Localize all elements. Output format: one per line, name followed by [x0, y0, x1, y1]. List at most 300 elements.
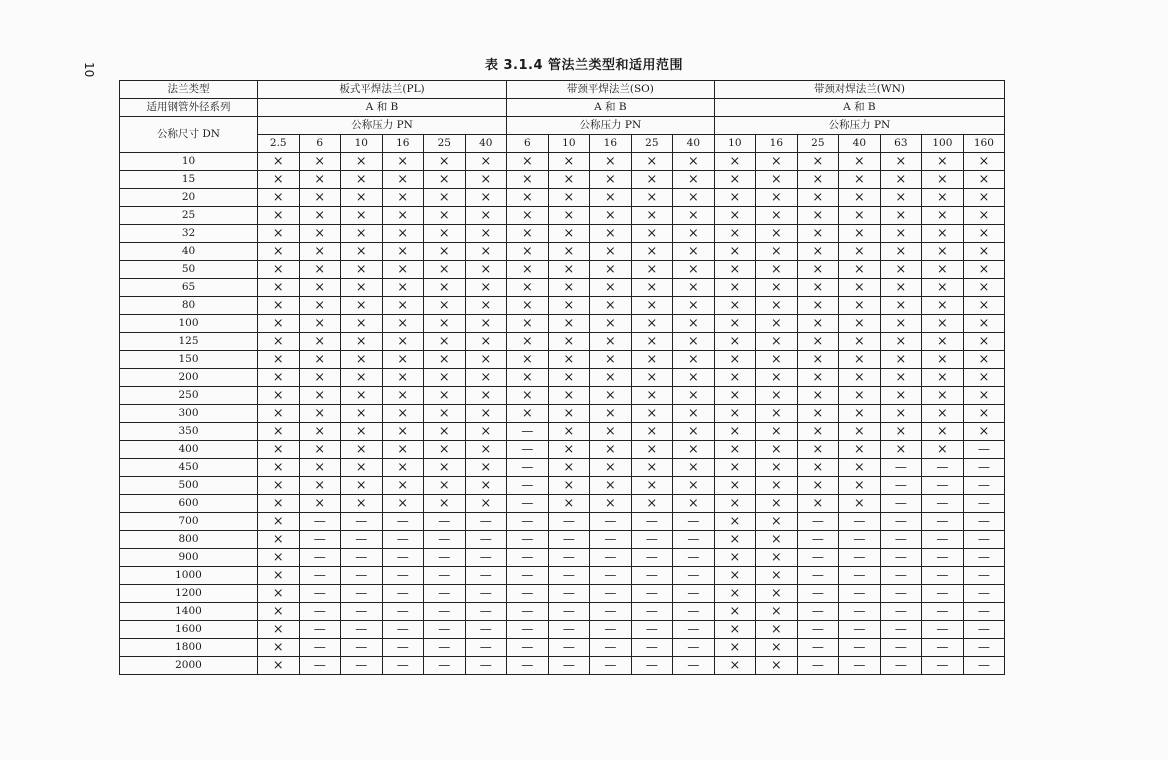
applicable-mark: × — [382, 495, 424, 513]
applicable-mark: × — [673, 279, 715, 297]
applicable-mark: × — [839, 423, 881, 441]
applicable-mark: × — [963, 171, 1005, 189]
applicable-mark: × — [424, 315, 466, 333]
applicable-mark: × — [465, 369, 507, 387]
applicable-mark: × — [341, 477, 383, 495]
applicable-mark: × — [299, 261, 341, 279]
applicable-mark: × — [382, 279, 424, 297]
dn-cell: 350 — [120, 423, 258, 441]
not-applicable-mark: — — [631, 567, 673, 585]
applicable-mark: × — [631, 369, 673, 387]
applicable-mark: × — [299, 459, 341, 477]
applicable-mark: × — [880, 243, 922, 261]
applicable-mark: × — [590, 333, 632, 351]
dn-cell: 10 — [120, 153, 258, 171]
applicable-mark: × — [880, 153, 922, 171]
applicable-mark: × — [382, 261, 424, 279]
applicable-mark: × — [880, 207, 922, 225]
applicable-mark: × — [714, 459, 756, 477]
applicable-mark: × — [631, 387, 673, 405]
applicable-mark: × — [797, 441, 839, 459]
applicable-mark: × — [922, 441, 964, 459]
applicable-mark: × — [756, 297, 798, 315]
applicable-mark: × — [922, 297, 964, 315]
not-applicable-mark: — — [548, 567, 590, 585]
applicable-mark: × — [922, 225, 964, 243]
not-applicable-mark: — — [548, 585, 590, 603]
dn-cell: 32 — [120, 225, 258, 243]
applicable-mark: × — [590, 207, 632, 225]
applicable-mark: × — [714, 387, 756, 405]
not-applicable-mark: — — [673, 621, 715, 639]
not-applicable-mark: — — [963, 477, 1005, 495]
applicable-mark: × — [756, 225, 798, 243]
not-applicable-mark: — — [673, 603, 715, 621]
applicable-mark: × — [673, 477, 715, 495]
not-applicable-mark: — — [922, 513, 964, 531]
applicable-mark: × — [258, 567, 300, 585]
applicable-mark: × — [424, 351, 466, 369]
applicable-mark: × — [424, 441, 466, 459]
applicable-mark: × — [258, 225, 300, 243]
not-applicable-mark: — — [797, 639, 839, 657]
applicable-mark: × — [548, 387, 590, 405]
applicable-mark: × — [424, 459, 466, 477]
applicable-mark: × — [548, 423, 590, 441]
not-applicable-mark: — — [424, 585, 466, 603]
applicable-mark: × — [424, 261, 466, 279]
not-applicable-mark: — — [839, 585, 881, 603]
applicable-mark: × — [714, 171, 756, 189]
applicable-mark: × — [922, 369, 964, 387]
applicable-mark: × — [465, 351, 507, 369]
not-applicable-mark: — — [590, 657, 632, 675]
applicable-mark: × — [590, 387, 632, 405]
applicable-mark: × — [756, 153, 798, 171]
applicable-mark: × — [880, 315, 922, 333]
applicable-mark: × — [548, 351, 590, 369]
applicable-mark: × — [714, 423, 756, 441]
applicable-mark: × — [299, 207, 341, 225]
table-row — [120, 351, 1005, 369]
table-row — [120, 279, 1005, 297]
not-applicable-mark: — — [963, 639, 1005, 657]
applicable-mark: × — [465, 225, 507, 243]
applicable-mark: × — [258, 405, 300, 423]
applicable-mark: × — [756, 315, 798, 333]
applicable-mark: × — [341, 297, 383, 315]
applicable-mark: × — [341, 153, 383, 171]
not-applicable-mark: — — [341, 657, 383, 675]
dn-cell: 200 — [120, 369, 258, 387]
applicable-mark: × — [839, 243, 881, 261]
not-applicable-mark: — — [465, 567, 507, 585]
applicable-mark: × — [299, 279, 341, 297]
applicable-mark: × — [382, 387, 424, 405]
applicable-mark: × — [631, 405, 673, 423]
not-applicable-mark: — — [631, 531, 673, 549]
pn-header-cell: 160 — [963, 135, 1005, 153]
table-row — [120, 603, 1005, 621]
not-applicable-mark: — — [465, 639, 507, 657]
applicable-mark: × — [341, 351, 383, 369]
applicable-mark: × — [341, 225, 383, 243]
not-applicable-mark: — — [673, 585, 715, 603]
applicable-mark: × — [880, 279, 922, 297]
applicable-mark: × — [382, 189, 424, 207]
applicable-mark: × — [714, 225, 756, 243]
not-applicable-mark: — — [839, 621, 881, 639]
applicable-mark: × — [714, 639, 756, 657]
applicable-mark: × — [258, 531, 300, 549]
applicable-mark: × — [258, 261, 300, 279]
applicable-mark: × — [714, 567, 756, 585]
applicable-mark: × — [631, 333, 673, 351]
applicable-mark: × — [465, 477, 507, 495]
applicable-mark: × — [382, 405, 424, 423]
applicable-mark: × — [714, 351, 756, 369]
pn-header-cell: 40 — [673, 135, 715, 153]
not-applicable-mark: — — [922, 459, 964, 477]
applicable-mark: × — [424, 225, 466, 243]
applicable-mark: × — [299, 333, 341, 351]
group-wn-series: A 和 B — [714, 99, 1005, 117]
pn-header-cell: 40 — [465, 135, 507, 153]
applicable-mark: × — [382, 459, 424, 477]
not-applicable-mark: — — [963, 459, 1005, 477]
not-applicable-mark: — — [880, 585, 922, 603]
applicable-mark: × — [880, 225, 922, 243]
applicable-mark: × — [631, 315, 673, 333]
applicable-mark: × — [756, 279, 798, 297]
not-applicable-mark: — — [424, 531, 466, 549]
applicable-mark: × — [756, 171, 798, 189]
applicable-mark: × — [673, 369, 715, 387]
applicable-mark: × — [424, 369, 466, 387]
applicable-mark: × — [341, 495, 383, 513]
applicable-mark: × — [465, 189, 507, 207]
not-applicable-mark: — — [922, 567, 964, 585]
table-row — [120, 225, 1005, 243]
group-pl-pressure: 公称压力 PN — [258, 117, 507, 135]
group-pl-series: A 和 B — [258, 99, 507, 117]
not-applicable-mark: — — [507, 639, 549, 657]
applicable-mark: × — [548, 279, 590, 297]
applicable-mark: × — [341, 189, 383, 207]
applicable-mark: × — [963, 297, 1005, 315]
not-applicable-mark: — — [382, 639, 424, 657]
applicable-mark: × — [714, 513, 756, 531]
applicable-mark: × — [673, 225, 715, 243]
applicable-mark: × — [548, 459, 590, 477]
header-row-type — [120, 81, 1005, 99]
applicable-mark: × — [258, 585, 300, 603]
not-applicable-mark: — — [922, 621, 964, 639]
dn-cell: 65 — [120, 279, 258, 297]
not-applicable-mark: — — [507, 657, 549, 675]
applicable-mark: × — [548, 369, 590, 387]
applicable-mark: × — [922, 153, 964, 171]
not-applicable-mark: — — [382, 657, 424, 675]
applicable-mark: × — [797, 315, 839, 333]
not-applicable-mark: — — [880, 459, 922, 477]
applicable-mark: × — [465, 171, 507, 189]
not-applicable-mark: — — [507, 423, 549, 441]
applicable-mark: × — [714, 207, 756, 225]
applicable-mark: × — [673, 459, 715, 477]
dn-cell: 500 — [120, 477, 258, 495]
applicable-mark: × — [382, 297, 424, 315]
table-row — [120, 531, 1005, 549]
applicable-mark: × — [424, 207, 466, 225]
applicable-mark: × — [424, 279, 466, 297]
applicable-mark: × — [963, 405, 1005, 423]
applicable-mark: × — [258, 207, 300, 225]
not-applicable-mark: — — [880, 549, 922, 567]
applicable-mark: × — [507, 189, 549, 207]
not-applicable-mark: — — [548, 549, 590, 567]
applicable-mark: × — [922, 387, 964, 405]
not-applicable-mark: — — [797, 657, 839, 675]
table-row — [120, 513, 1005, 531]
applicable-mark: × — [548, 225, 590, 243]
not-applicable-mark: — — [548, 531, 590, 549]
not-applicable-mark: — — [673, 639, 715, 657]
applicable-mark: × — [465, 279, 507, 297]
applicable-mark: × — [424, 333, 466, 351]
applicable-mark: × — [590, 225, 632, 243]
group-so-pressure: 公称压力 PN — [507, 117, 715, 135]
not-applicable-mark: — — [341, 513, 383, 531]
dn-cell: 250 — [120, 387, 258, 405]
not-applicable-mark: — — [382, 621, 424, 639]
dn-cell: 800 — [120, 531, 258, 549]
applicable-mark: × — [341, 369, 383, 387]
pn-header-cell: 40 — [839, 135, 881, 153]
applicable-mark: × — [797, 333, 839, 351]
applicable-mark: × — [507, 387, 549, 405]
applicable-mark: × — [756, 549, 798, 567]
pn-header-cell: 6 — [507, 135, 549, 153]
not-applicable-mark: — — [341, 585, 383, 603]
applicable-mark: × — [465, 315, 507, 333]
applicable-mark: × — [299, 189, 341, 207]
not-applicable-mark: — — [963, 657, 1005, 675]
not-applicable-mark: — — [922, 549, 964, 567]
not-applicable-mark: — — [341, 549, 383, 567]
applicable-mark: × — [299, 477, 341, 495]
not-applicable-mark: — — [590, 603, 632, 621]
applicable-mark: × — [424, 171, 466, 189]
applicable-mark: × — [631, 189, 673, 207]
group-so-name: 带颈平焊法兰(SO) — [507, 81, 715, 99]
not-applicable-mark: — — [797, 567, 839, 585]
applicable-mark: × — [963, 351, 1005, 369]
table-row — [120, 639, 1005, 657]
applicable-mark: × — [714, 315, 756, 333]
not-applicable-mark: — — [673, 513, 715, 531]
not-applicable-mark: — — [465, 603, 507, 621]
not-applicable-mark: — — [507, 477, 549, 495]
applicable-mark: × — [590, 261, 632, 279]
table-row — [120, 441, 1005, 459]
applicable-mark: × — [424, 297, 466, 315]
applicable-mark: × — [382, 477, 424, 495]
group-pl-name: 板式平焊法兰(PL) — [258, 81, 507, 99]
applicable-mark: × — [299, 351, 341, 369]
applicable-mark: × — [548, 153, 590, 171]
applicable-mark: × — [756, 531, 798, 549]
applicable-mark: × — [631, 297, 673, 315]
applicable-mark: × — [673, 189, 715, 207]
table-row — [120, 207, 1005, 225]
applicable-mark: × — [424, 153, 466, 171]
group-wn-pressure: 公称压力 PN — [714, 117, 1005, 135]
applicable-mark: × — [341, 333, 383, 351]
applicable-mark: × — [382, 315, 424, 333]
applicable-mark: × — [839, 369, 881, 387]
applicable-mark: × — [631, 351, 673, 369]
applicable-mark: × — [382, 423, 424, 441]
applicable-mark: × — [880, 297, 922, 315]
applicable-mark: × — [756, 495, 798, 513]
not-applicable-mark: — — [507, 567, 549, 585]
applicable-mark: × — [714, 549, 756, 567]
applicable-mark: × — [756, 567, 798, 585]
header-flange-type: 法兰类型 — [120, 81, 258, 99]
applicable-mark: × — [258, 153, 300, 171]
applicable-mark: × — [258, 297, 300, 315]
applicable-mark: × — [465, 207, 507, 225]
applicable-mark: × — [548, 495, 590, 513]
applicable-mark: × — [299, 153, 341, 171]
applicable-mark: × — [465, 387, 507, 405]
applicable-mark: × — [797, 297, 839, 315]
not-applicable-mark: — — [963, 441, 1005, 459]
applicable-mark: × — [382, 171, 424, 189]
applicable-mark: × — [922, 315, 964, 333]
applicable-mark: × — [299, 225, 341, 243]
not-applicable-mark: — — [922, 639, 964, 657]
dn-cell: 700 — [120, 513, 258, 531]
applicable-mark: × — [631, 171, 673, 189]
not-applicable-mark: — — [673, 531, 715, 549]
applicable-mark: × — [299, 243, 341, 261]
not-applicable-mark: — — [880, 531, 922, 549]
not-applicable-mark: — — [507, 513, 549, 531]
dn-cell: 100 — [120, 315, 258, 333]
not-applicable-mark: — — [424, 657, 466, 675]
applicable-mark: × — [258, 657, 300, 675]
not-applicable-mark: — — [839, 639, 881, 657]
applicable-mark: × — [922, 243, 964, 261]
applicable-mark: × — [756, 189, 798, 207]
applicable-mark: × — [673, 405, 715, 423]
applicable-mark: × — [880, 423, 922, 441]
not-applicable-mark: — — [382, 531, 424, 549]
applicable-mark: × — [880, 189, 922, 207]
not-applicable-mark: — — [382, 549, 424, 567]
dn-cell: 450 — [120, 459, 258, 477]
applicable-mark: × — [673, 495, 715, 513]
applicable-mark: × — [963, 261, 1005, 279]
not-applicable-mark: — — [590, 585, 632, 603]
applicable-mark: × — [963, 207, 1005, 225]
not-applicable-mark: — — [673, 567, 715, 585]
dn-cell: 2000 — [120, 657, 258, 675]
pn-header-cell: 25 — [424, 135, 466, 153]
not-applicable-mark: — — [839, 531, 881, 549]
not-applicable-mark: — — [507, 585, 549, 603]
not-applicable-mark: — — [839, 513, 881, 531]
applicable-mark: × — [631, 225, 673, 243]
not-applicable-mark: — — [299, 603, 341, 621]
applicable-mark: × — [424, 189, 466, 207]
applicable-mark: × — [673, 315, 715, 333]
applicable-mark: × — [465, 459, 507, 477]
applicable-mark: × — [963, 189, 1005, 207]
applicable-mark: × — [714, 441, 756, 459]
applicable-mark: × — [465, 243, 507, 261]
applicable-mark: × — [880, 351, 922, 369]
applicable-mark: × — [756, 369, 798, 387]
applicable-mark: × — [673, 387, 715, 405]
dn-cell: 40 — [120, 243, 258, 261]
applicable-mark: × — [548, 441, 590, 459]
not-applicable-mark: — — [424, 567, 466, 585]
pn-header-cell: 6 — [299, 135, 341, 153]
applicable-mark: × — [797, 351, 839, 369]
applicable-mark: × — [465, 261, 507, 279]
applicable-mark: × — [341, 387, 383, 405]
applicable-mark: × — [258, 423, 300, 441]
applicable-mark: × — [548, 333, 590, 351]
dn-cell: 50 — [120, 261, 258, 279]
applicable-mark: × — [424, 405, 466, 423]
not-applicable-mark: — — [465, 585, 507, 603]
not-applicable-mark: — — [880, 513, 922, 531]
applicable-mark: × — [507, 405, 549, 423]
applicable-mark: × — [839, 405, 881, 423]
applicable-mark: × — [507, 333, 549, 351]
applicable-mark: × — [963, 369, 1005, 387]
applicable-mark: × — [714, 297, 756, 315]
table-row — [120, 657, 1005, 675]
applicable-mark: × — [756, 423, 798, 441]
table-row — [120, 423, 1005, 441]
not-applicable-mark: — — [548, 513, 590, 531]
applicable-mark: × — [797, 459, 839, 477]
applicable-mark: × — [590, 243, 632, 261]
applicable-mark: × — [258, 621, 300, 639]
dn-cell: 600 — [120, 495, 258, 513]
not-applicable-mark: — — [299, 549, 341, 567]
table-row — [120, 405, 1005, 423]
applicable-mark: × — [590, 315, 632, 333]
table-row — [120, 567, 1005, 585]
applicable-mark: × — [258, 387, 300, 405]
applicable-mark: × — [341, 171, 383, 189]
applicable-mark: × — [548, 297, 590, 315]
not-applicable-mark: — — [382, 603, 424, 621]
applicable-mark: × — [839, 297, 881, 315]
dn-cell: 125 — [120, 333, 258, 351]
applicable-mark: × — [880, 261, 922, 279]
applicable-mark: × — [590, 351, 632, 369]
applicable-mark: × — [548, 315, 590, 333]
applicable-mark: × — [673, 297, 715, 315]
applicable-mark: × — [797, 495, 839, 513]
